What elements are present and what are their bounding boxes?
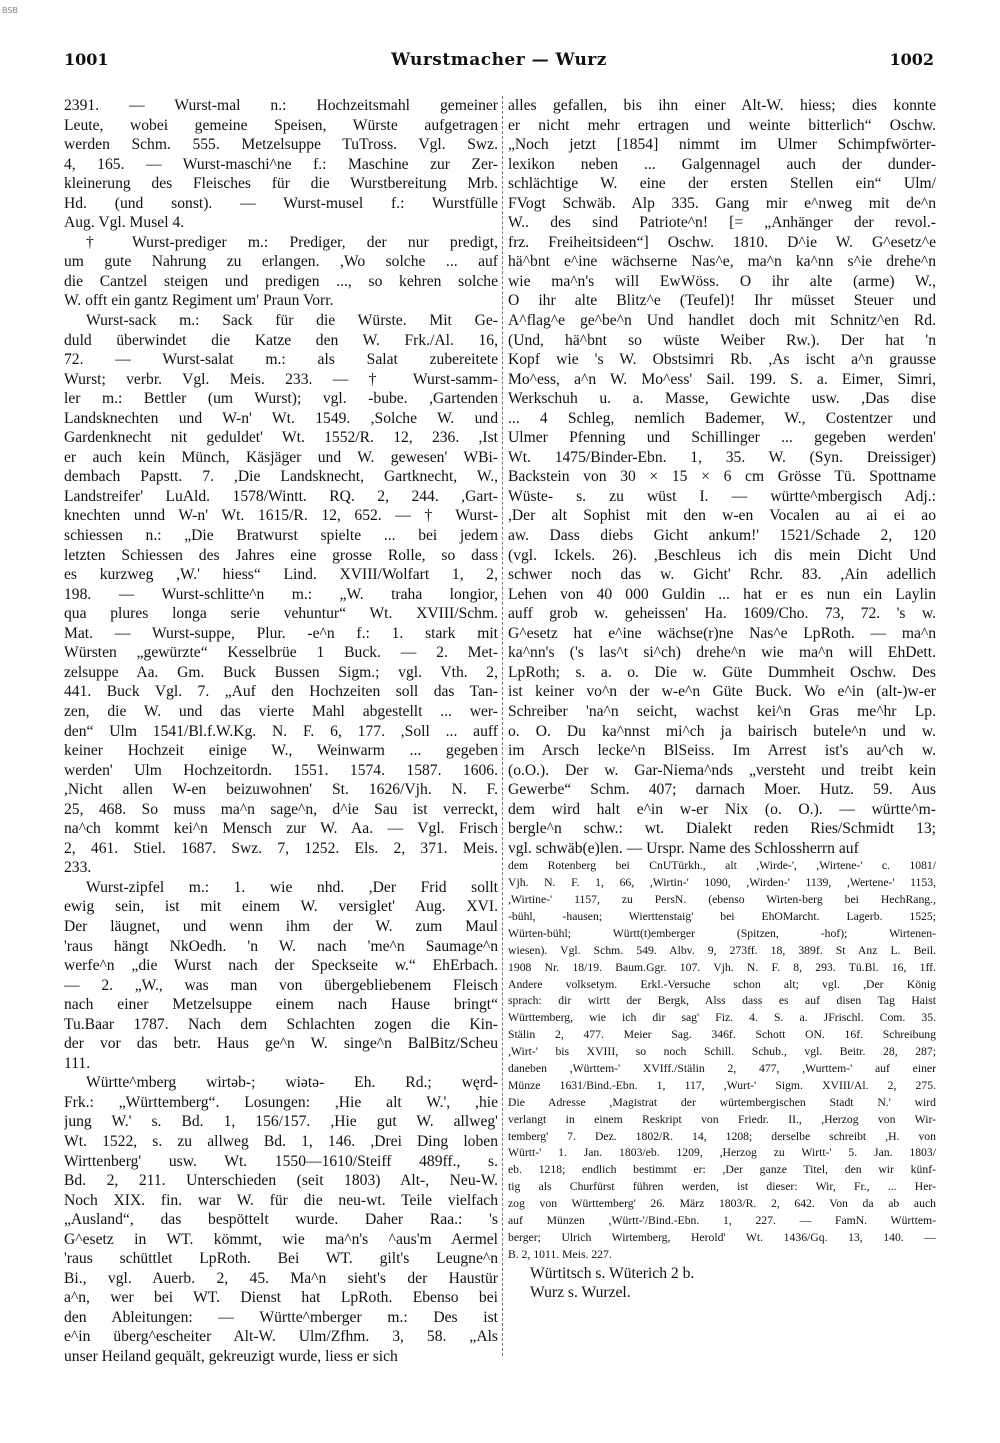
etymology-line: ,Wirtine-' 1157, zu PersN. (ebenso Wirten-berg bei HechRang., [508, 893, 936, 907]
etymology-line: dem Rotenberg bei CnUTürkh., alt ,Wirde-', ,Wirtene-' c. 1081/ [508, 859, 936, 873]
left-column-line: Wt. 1522, s. zu allweg Bd. 1, 146. ,Drei Ding loben [64, 1132, 498, 1150]
right-column-line: Schreiber 'na^n seicht, wachst kei^n Gras me^hr Lp. [508, 702, 936, 720]
right-column-line: LpRoth; s. a. o. Die w. Güte Dummheit Oschw. Des [508, 663, 936, 681]
left-column-line: Noch XIX. fin. war W. für die neu-wt. Teile vielfach [64, 1191, 498, 1209]
etymology-line: Württ-' 1. Jan. 1803/eb. 1209, ,Herzog zu Wirtt-' 5. Jan. 1803/ [508, 1146, 936, 1160]
cross-reference-line: Würtitsch s. Wüterich 2 b. [530, 1264, 695, 1282]
left-column-line: ,Nicht allen W-en beizuwohnen' St. 1626/Vjh. N. F. [64, 781, 498, 799]
etymology-line: Stälin 2, 477. Meier Sag. 346f. Schott ON. 16f. Schreibung [508, 1028, 936, 1042]
etymology-line: Würten-bühl; Württ(t)emberger (Spitzen, -hof); Wirtenen- [508, 926, 936, 940]
left-column-line: 2, 461. Stiel. 1687. Swz. 7, 1252. Els. 2, 371. Meis. [64, 839, 498, 857]
etymology-line: auf Münzen ,Württ-'/Bind.-Ebn. 1, 227. — FamN. Württem- [508, 1214, 936, 1228]
cross-references [508, 1264, 936, 1303]
etymology-line: -bühl, -hausen; Wierttenstaig' bei EhOMarcht. Lagerb. 1525; [508, 910, 936, 923]
etymology-line: verlangt in einem Reskript von Friedr. II., ,Herzog von Wir- [508, 1112, 936, 1126]
left-column-line: schiessen n.: „Die Bratwurst spielte ... bei jedem [64, 527, 498, 545]
right-column-line: aw. Dass diebs Gicht ankum!' 1521/Schade 2, 120 [508, 527, 936, 545]
etymology-line: temberg' 7. Dez. 1802/R. 14, 1208; derselbe schreibt ,H. von [508, 1129, 936, 1143]
left-column-line: Landsknechten und W-n' Wt. 1549. ,Solche W. und [64, 409, 498, 427]
left-column-line: zen, die W. und das vierte Mahl abgestellt ... wer- [64, 702, 498, 720]
etymology-line: berger; Ulrich Wirtemberg, Herold' Wt. 1436/Gq. 13, 140. — [508, 1230, 936, 1244]
left-column [64, 96, 498, 1367]
left-column-line: ewig sein, ist mit einem W. versiglet' Aug. XVI. [64, 898, 498, 916]
left-column-line: na^ch kommt kei^n Mensch zur W. Aa. — Vgl. Frisch [64, 820, 498, 838]
right-column-line: (Und, hä^bnt so wüste Weiber Rw.). Der hat 'n [508, 331, 936, 349]
left-column-line: Landstreifer' LuAld. 1578/Wintt. RQ. 2, 244. ,Gart- [64, 487, 498, 505]
left-column-line: er auch kein Münch, Käsjäger und W. gewesen' WBi- [64, 448, 498, 466]
right-column-line: auff grob w. geheissen' Ha. 1609/Cho. 73, 72. 's w. [508, 605, 936, 623]
right-column-line: Kopf wie 's W. Obstsimri Rb. ,As ischt a^n grausse [508, 351, 936, 369]
right-column-line: schwer noch das w. Gicht' Rchr. 83. ,Ain adellich [508, 566, 936, 584]
left-column-line: 'raus schüttlet LpRoth. Bei WT. gilt's Leugne^n [64, 1250, 498, 1268]
right-page-number: 1002 [889, 50, 934, 69]
right-column-line: o. O. Du ka^nnst mi^ch ja bairisch butele^n und w. [508, 722, 936, 740]
right-column-line: er nicht mehr ertragen und weinte bitterlich“ Oschw. [508, 116, 936, 134]
etymology-line: wiesen). Vgl. Schm. 549. Albv. 9, 273ff. 18, 389f. St Anz L. Beil. [508, 943, 936, 957]
left-column-line: Aug. Vgl. Musel 4. [64, 214, 185, 232]
left-column-line: 441. Buck Vgl. 7. „Auf den Hochzeiten soll das Tan- [64, 683, 498, 701]
cross-reference-line: Wurz s. Wurzel. [530, 1284, 631, 1302]
etymology-line: B. 2, 1011. Meis. 227. [508, 1247, 612, 1261]
library-stamp: BSB [2, 6, 18, 15]
left-column-line: werfe^n „die Wurst nach der Speckseite w.“ EhErbach. [64, 957, 498, 975]
left-column-line: G^esetz in WT. kömmt, wie ma^n's ^aus'm Aermel [64, 1230, 498, 1248]
right-column-line: Mo^ess, a^n W. Mo^ess' Sail. 199. S. a. Eimer, Simri, [508, 370, 936, 388]
right-column-line: ist keiner vo^n der w-e^n Güte Buck. Wo e^in (alt-)w-er [508, 683, 936, 701]
left-column-line: Wirttenberg' usw. Wt. 1550—1610/Steiff 489ff., s. [64, 1152, 498, 1170]
left-column-line: nach einer Metzelsuppe einem nach Hause bringt“ [64, 996, 498, 1014]
left-column-line: der vor das betr. Haus ge^n W. singe^n BalBitz/Scheu [64, 1035, 498, 1053]
left-column-line: zelsuppe Aa. Gm. Buck Bussen Sigm.; vgl. Vth. 2, [64, 663, 498, 681]
right-column-line: Wt. 1475/Binder-Ebn. 1, 35. W. (Syn. Dreissiger) [508, 448, 936, 466]
left-column-line: W. offt ein gantz Regiment um' Praun Vorr. [64, 292, 334, 310]
left-column-line: qua plures longa serie vehuntur“ Wt. XVIII/Schm. [64, 605, 498, 623]
right-column-line: vgl. schwäb(e)len. — Urspr. Name des Schlossherrn auf [508, 839, 859, 857]
etymology-line: Vjh. N. F. 1, 66, ,Wirtin-' 1090, ,Wirden-' 1139, ,Wertene-' 1153, [508, 876, 936, 890]
left-column-line: knechten unnd W-n' Wt. 1615/R. 12, 652. — † Wurst- [64, 507, 498, 525]
right-column-line: A^flag^e ge^be^n Und handlet doch mit Schnitz^en Rd. [508, 312, 936, 330]
left-column-line: — 2. „W., was man von übergebliebenem Fleisch [64, 976, 498, 994]
left-column-line: e^in überg^escheiter Alt-W. Ulm/Zfhm. 3, 58. „Als [64, 1328, 498, 1346]
left-column-line: 25, 468. So muss ma^n sage^n, d^ie Sau ist verreckt, [64, 800, 498, 818]
right-column-line: alles gefallen, bis ihn einer Alt-W. hiess; dies konnte [508, 97, 936, 114]
left-column-line: 111. [64, 1054, 91, 1072]
left-column-line: „Ausland“, das bespöttelt wurde. Daher Raa.: 's [64, 1211, 498, 1229]
right-column-line: Lehen von 40 000 Guldin ... hat er es nun ein Laylin [508, 585, 936, 603]
left-column-line: 233. [64, 859, 92, 877]
left-column-line: Leute, wobei gemeine Speisen, Würste aufgetragen [64, 116, 498, 134]
left-column-line: keiner Hochzeit einige W., Weinwarm ... gegeben [64, 742, 498, 760]
etymology-line: ,Wirt-' bis XVIII, so noch Schill. Schub., vgl. Beitr. 28, 287; [508, 1045, 936, 1059]
etymology-line: sprach: dir wirtt der Bergk, Alss dass es auf disen Tag Haist [508, 994, 936, 1008]
left-column-line: 72. — Wurst-salat m.: als Salat zubereitete [64, 351, 498, 369]
right-column-line: G^esetz hat e^ine wächse(r)ne Nas^e LpRoth. — ma^n [508, 624, 936, 642]
left-column-line: dembach Papstt. 7. ,Die Landsknecht, Gartknecht, W., [64, 468, 498, 486]
left-column-line: 198. — Wurst-schlitte^n m.: „W. traha longior, [64, 585, 498, 603]
column-divider [502, 96, 503, 1356]
right-column-line: dem wird halt e^in w-er Nix (o. O.). — württe^m- [508, 800, 936, 818]
right-column-line: (vgl. Ickels. 26). ,Beschleus ich dis mein Dicht Und [508, 546, 936, 564]
left-column-line: duld überwindet die Katze den W. Frk./Al. 16, [64, 331, 498, 349]
right-column-line: im Arsch lecke^n BlSeiss. Im Arrest ist's au^ch w. [508, 742, 936, 760]
left-column-line: 2391. — Wurst-mal n.: Hochzeitsmahl gemeiner [64, 97, 498, 114]
left-column-line: Wurst; verbr. Vgl. Meis. 233. — † Wurst-samm- [64, 370, 498, 388]
right-column [508, 96, 936, 1303]
left-column-line: jung W.' s. Bd. 1, 156/157. ,Hie gut W. allweg' [64, 1113, 498, 1131]
left-column-line: † Wurst-prediger m.: Prediger, der nur predigt, [86, 233, 498, 251]
etymology-line: 1908 Nr. 18/19. Baum.Ggr. 107. Vjh. N. F. 8, 293. Tü.Bl. 16, 1ff. [508, 960, 936, 974]
right-column-main-text [508, 96, 936, 858]
right-column-line: bergle^n schw.: wt. Dialekt reden Ries/Schmidt 13; [508, 820, 936, 838]
left-column-line: die Cantzel steigen und predigen ..., so kehren solche [64, 272, 498, 290]
page-header [64, 50, 934, 80]
right-column-line: ,Der alt Sophist mit den w-en Vocalen au ai ei ao [508, 507, 936, 525]
left-column-line: werden Schm. 555. Metzelsuppe TuTross. Vgl. Swz. [64, 136, 498, 154]
etymology-line: Die Adresse ,Magistrat der würtembergischen Stadt N.' wird [508, 1095, 936, 1109]
right-column-line: lexikon neben ... Galgennagel auch der dunder- [508, 155, 936, 173]
etymology-line: Württemberg, wie ich dir sag' Fiz. 4. S. a. JFrischl. Com. 35. [508, 1011, 936, 1025]
right-column-line: „Noch jetzt [1854] nimmt im Ulmer Schimpfwörter- [508, 136, 936, 154]
right-column-line: schlächtige W. eine der ersten Stellen ein“ Ulm/ [508, 175, 936, 193]
right-column-line: (o.O.). Der w. Gar-Niema^nds „versteht und treibt kein [508, 761, 936, 779]
left-column-line: Wurst-sack m.: Sack für die Würste. Mit Ge- [86, 312, 498, 330]
etymology-line: tig als Churfürst führen werden, ist dieser: Wir, Fr., ... Her- [508, 1180, 936, 1194]
left-column-line: ler m.: Bettler (um Wurst); vgl. -bube. ,Gartenden [64, 390, 498, 408]
right-column-line: frz. Freiheitsideen“] Oschw. 1810. D^ie W. G^esetz^e [508, 233, 936, 251]
left-column-line: Wurst-zipfel m.: 1. wie nhd. ,Der Frid sollt [86, 878, 498, 896]
left-column-line: kleinerung des Fleisches für die Wurstbereitung Mrb. [64, 175, 498, 193]
right-column-line: ... 4 Schleg, nemlich Bademer, W., Costentzer und [508, 409, 936, 427]
left-column-line: Hd. (und sonst). — Wurst-musel f.: Wurstfülle [64, 194, 498, 212]
running-title: Wurstmacher — Wurz [391, 50, 607, 70]
right-column-line: W.. des sind Patriote^n! [= „Anhänger der revol.- [508, 214, 936, 232]
etymology-line: eb. 1218; endlich bestimmt er: ,Der ganze Titel, den wir künf- [508, 1163, 936, 1177]
left-column-line: 'raus hängt NkOedh. 'n W. nach 'me^n Saumage^n [64, 937, 498, 955]
left-column-line: um gute Nahrung zu erlangen. ,Wo solche ... auf [64, 253, 498, 271]
right-column-line: Werkschuh u. a. Masse, Gewichte usw. ,Das dise [508, 390, 936, 408]
etymology-line: Münze 1631/Bind.-Ebn. 1, 117, ,Wurt-' Sigm. XVIII/Al. 2, 275. [508, 1078, 936, 1092]
left-column-line: Bd. 2, 211. Unterschieden (seit 1803) Alt-, Neu-W. [64, 1172, 498, 1190]
left-column-line: Würsten „gewürzte“ Kesselbrüe 1 Buck. — 2. Met- [64, 644, 498, 662]
left-column-line: den Ableitungen: — Württe^mberger m.: Des ist [64, 1308, 498, 1326]
right-column-line: O ihr alte Blitz^e (Teufel)! Ihr müsset Steuer und [508, 292, 936, 310]
right-column-line: Wüste- s. zu wüst I. — württe^mbergisch Adj.: [508, 487, 936, 505]
left-column-line: Gardenknecht nit geduldet' Wt. 1552/R. 12, 236. ,Ist [64, 429, 498, 447]
left-column-line: Frk.: „Württemberg“. Losungen: ,Hie alt W.', ,hie [64, 1093, 498, 1111]
right-column-line: wie ma^n's will EwWöss. O ihr alte (arme) W., [508, 272, 936, 290]
left-column-line: a^n, wer bei WT. Dienst hat LpRoth. Ebenso bei [64, 1289, 498, 1307]
etymology-line: zog von Württemberg' 26. März 1803/R. 2, 642. Von da ab auch [508, 1197, 936, 1211]
left-column-line: werden' Ulm Hochzeitordn. 1551. 1574. 1587. 1606. [64, 761, 498, 779]
left-column-line: Bi., vgl. Auerb. 2, 45. Ma^n sieht's der Haustür [64, 1269, 498, 1287]
right-column-line: Ulmer Pfenning und Schillinger ... gegeben werden' [508, 429, 936, 447]
left-column-line: Tu.Baar 1787. Nach dem Schlachten zogen die Kin- [64, 1015, 498, 1033]
left-column-line: Mat. — Wurst-suppe, Plur. -e^n f.: 1. stark mit [64, 624, 498, 642]
etymology-line: daneben ,Württem-' XVIff./Stälin 2, 477, ,Wurttem-' auf einer [508, 1062, 936, 1076]
right-column-line: ka^nn's ('s las^t si^ch) drehe^n wie ma^n will EhDett. [508, 644, 936, 662]
etymology-note [508, 858, 936, 1263]
left-column-line: Württe^mberg wirtəb-; wiətə- Eh. Rd.; węrd- [86, 1074, 498, 1092]
left-column-line: den“ Ulm 1541/Bl.f.W.Kg. N. F. 6, 177. ,Soll ... auff [64, 722, 498, 740]
right-column-line: Backstein von 30 × 15 × 6 cm Grösse Tü. Spottname [508, 468, 936, 486]
left-column-line: Der läugnet, und wenn ihm der W. zum Maul [64, 917, 498, 935]
left-page-number: 1001 [64, 50, 109, 69]
left-column-line: 4, 165. — Wurst-maschi^ne f.: Maschine zur Zer- [64, 155, 498, 173]
etymology-line: Andere volksetym. Erkl.-Versuche schon alt; vgl. ,Der König [508, 977, 936, 991]
left-column-line: unser Heiland gequält, gekreuzigt wurde, liess er sich [64, 1348, 398, 1365]
right-column-line: hä^bnt e^ine wächserne Nas^e, ma^n ka^nn s^ie drehe^n [508, 253, 936, 271]
left-column-line: es kurzweg ,W.' hiess“ Lind. XVIII/Wolfart 1, 2, [64, 566, 498, 584]
left-column-line: letzten Schiessen des Jahres eine grosse Rolle, so dass [64, 546, 498, 564]
right-column-line: FVogt Schwäb. Alp 335. Gang mir e^nweg mit de^n [508, 194, 936, 212]
right-column-line: Gewerbe“ Schm. 407; darnach Moer. Hutz. 59. Aus [508, 781, 936, 799]
